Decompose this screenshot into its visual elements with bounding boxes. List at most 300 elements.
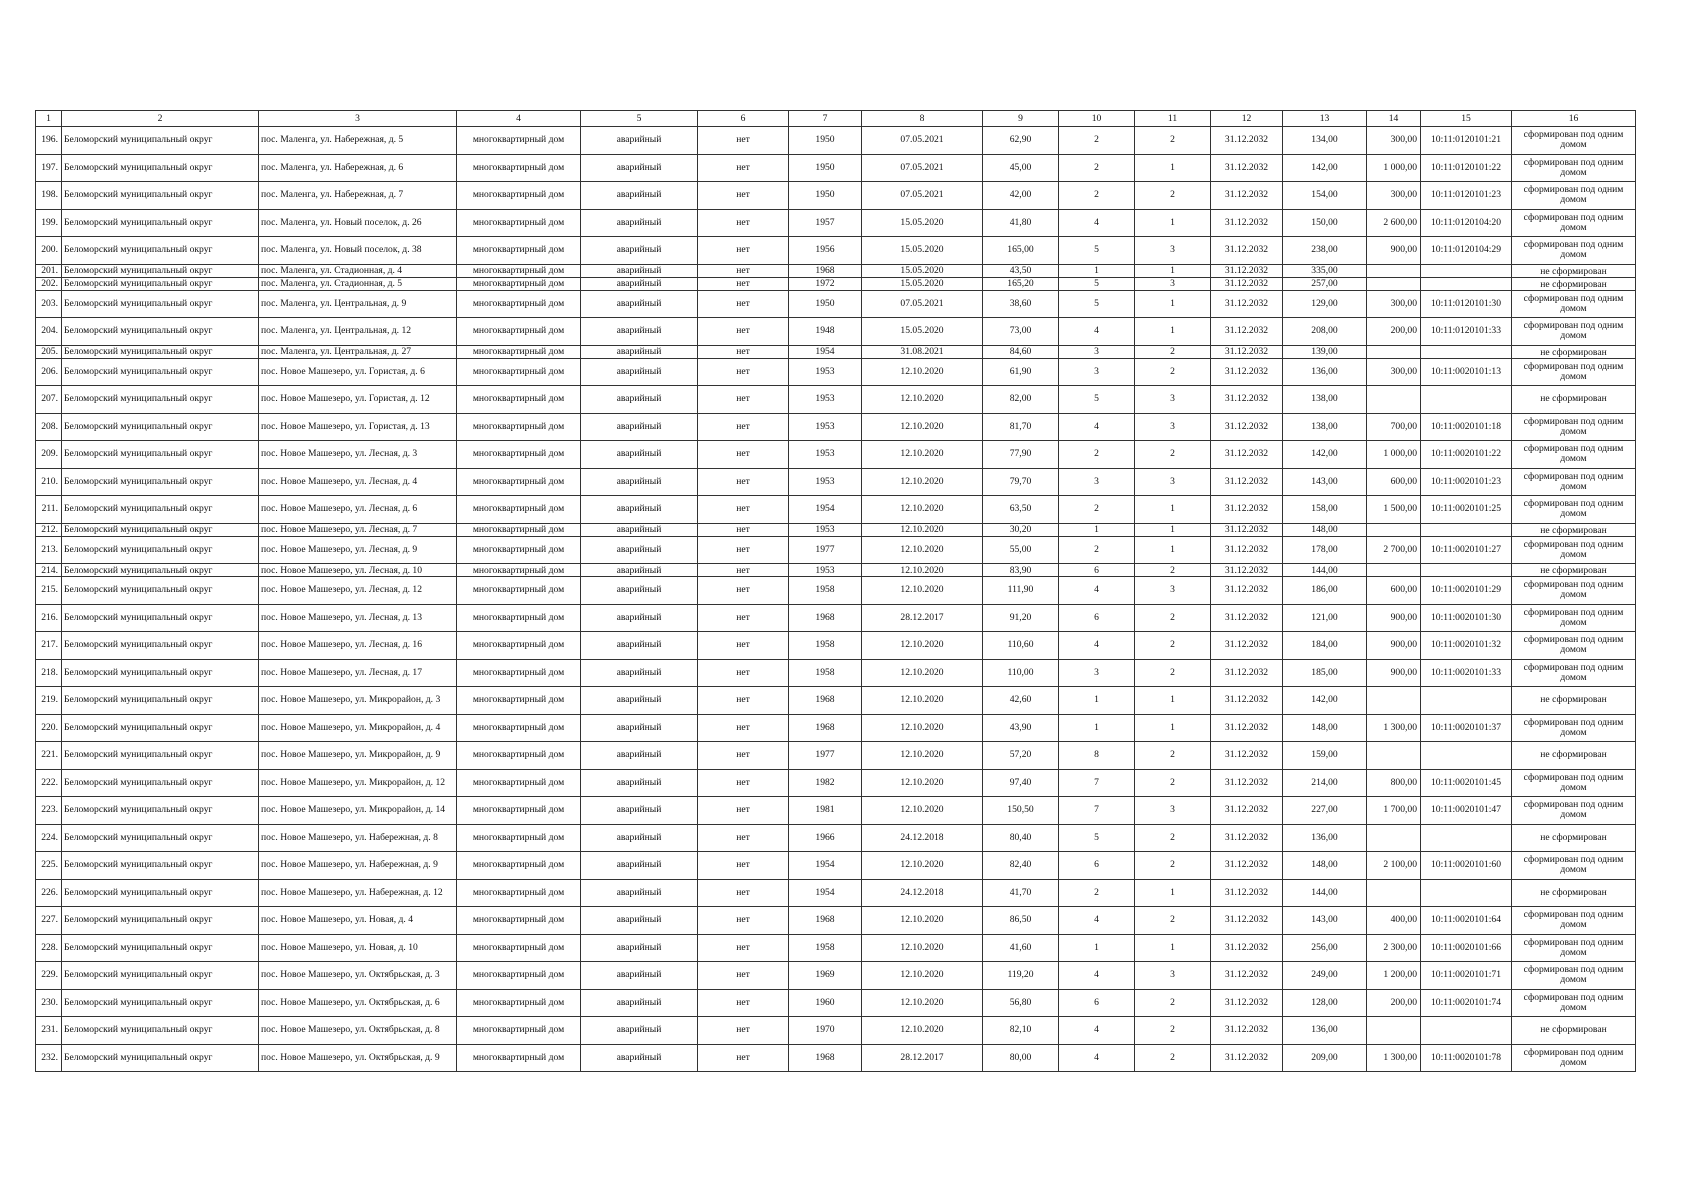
resettlement-deadline-cell: 31.12.2032 <box>1211 687 1283 715</box>
municipality-cell: Беломорский муниципальный округ <box>62 277 259 290</box>
demolition-flag-cell: нет <box>698 237 789 265</box>
land-plot-status-cell: сформирован под одним домом <box>1512 797 1636 825</box>
demolition-flag-cell: нет <box>698 182 789 210</box>
apartments-cell: 2 <box>1135 769 1211 797</box>
year-built-cell: 1950 <box>789 182 862 210</box>
land-plot-status-cell: не сформирован <box>1512 1017 1636 1045</box>
land-plot-status-cell: не сформирован <box>1512 386 1636 414</box>
condition-cell: аварийный <box>581 237 698 265</box>
address-cell: пос. Маленга, ул. Набережная, д. 6 <box>259 154 457 182</box>
cost-cell: 186,00 <box>1283 577 1367 605</box>
area-cell: 83,90 <box>983 564 1059 577</box>
resettlement-deadline-cell: 31.12.2032 <box>1211 852 1283 880</box>
demolition-flag-cell: нет <box>698 523 789 536</box>
year-built-cell: 1958 <box>789 577 862 605</box>
land-area-cell: 1 300,00 <box>1367 1044 1421 1072</box>
municipality-cell: Беломорский муниципальный округ <box>62 824 259 852</box>
building-type-cell: многоквартирный дом <box>457 209 581 237</box>
land-plot-status-cell: сформирован под одним домом <box>1512 989 1636 1017</box>
municipality-cell: Беломорский муниципальный округ <box>62 290 259 318</box>
municipality-cell: Беломорский муниципальный округ <box>62 536 259 564</box>
demolition-flag-cell: нет <box>698 797 789 825</box>
building-type-cell: многоквартирный дом <box>457 962 581 990</box>
row-number-cell: 216. <box>36 604 62 632</box>
table-row <box>36 182 1636 210</box>
demolition-flag-cell: нет <box>698 264 789 277</box>
residents-cell: 6 <box>1059 604 1135 632</box>
resettlement-deadline-cell: 31.12.2032 <box>1211 907 1283 935</box>
building-type-cell: многоквартирный дом <box>457 797 581 825</box>
cadastral-number-cell <box>1421 264 1512 277</box>
building-type-cell: многоквартирный дом <box>457 907 581 935</box>
apartments-cell: 3 <box>1135 962 1211 990</box>
table-row <box>36 523 1636 536</box>
cadastral-number-cell: 10:11:0020101:27 <box>1421 536 1512 564</box>
demolition-flag-cell: нет <box>698 1044 789 1072</box>
demolition-flag-cell: нет <box>698 989 789 1017</box>
land-area-cell <box>1367 264 1421 277</box>
building-type-cell: многоквартирный дом <box>457 1017 581 1045</box>
year-built-cell: 1968 <box>789 714 862 742</box>
municipality-cell: Беломорский муниципальный округ <box>62 358 259 386</box>
condition-cell: аварийный <box>581 358 698 386</box>
area-cell: 61,90 <box>983 358 1059 386</box>
resettlement-deadline-cell: 31.12.2032 <box>1211 1017 1283 1045</box>
row-number-cell: 219. <box>36 687 62 715</box>
apartments-cell: 3 <box>1135 237 1211 265</box>
cost-cell: 144,00 <box>1283 879 1367 907</box>
municipality-cell: Беломорский муниципальный округ <box>62 209 259 237</box>
land-plot-status-cell: сформирован под одним домом <box>1512 714 1636 742</box>
residents-cell: 4 <box>1059 1017 1135 1045</box>
table-row <box>36 632 1636 660</box>
address-cell: пос. Новое Машезеро, ул. Лесная, д. 13 <box>259 604 457 632</box>
cadastral-number-cell <box>1421 564 1512 577</box>
resettlement-deadline-cell: 31.12.2032 <box>1211 604 1283 632</box>
land-plot-status-cell: не сформирован <box>1512 564 1636 577</box>
table-row <box>36 536 1636 564</box>
row-number-cell: 202. <box>36 277 62 290</box>
table-row <box>36 209 1636 237</box>
cadastral-number-cell: 10:11:0020101:60 <box>1421 852 1512 880</box>
table-row <box>36 386 1636 414</box>
cost-cell: 238,00 <box>1283 237 1367 265</box>
address-cell: пос. Новое Машезеро, ул. Микрорайон, д. 3 <box>259 687 457 715</box>
municipality-cell: Беломорский муниципальный округ <box>62 907 259 935</box>
municipality-cell: Беломорский муниципальный округ <box>62 659 259 687</box>
apartments-cell: 2 <box>1135 1017 1211 1045</box>
resettlement-deadline-cell: 31.12.2032 <box>1211 742 1283 770</box>
cost-cell: 154,00 <box>1283 182 1367 210</box>
address-cell: пос. Новое Машезеро, ул. Лесная, д. 12 <box>259 577 457 605</box>
residents-cell: 2 <box>1059 879 1135 907</box>
municipality-cell: Беломорский муниципальный округ <box>62 182 259 210</box>
municipality-cell: Беломорский муниципальный округ <box>62 714 259 742</box>
municipality-cell: Беломорский муниципальный округ <box>62 523 259 536</box>
building-type-cell: многоквартирный дом <box>457 386 581 414</box>
apartments-cell: 2 <box>1135 824 1211 852</box>
land-area-cell: 300,00 <box>1367 182 1421 210</box>
year-built-cell: 1968 <box>789 687 862 715</box>
row-number-cell: 204. <box>36 318 62 346</box>
area-cell: 45,00 <box>983 154 1059 182</box>
residents-cell: 1 <box>1059 523 1135 536</box>
table-row <box>36 413 1636 441</box>
area-cell: 79,70 <box>983 468 1059 496</box>
recognition-date-cell: 15.05.2020 <box>862 237 983 265</box>
recognition-date-cell: 12.10.2020 <box>862 852 983 880</box>
year-built-cell: 1958 <box>789 659 862 687</box>
address-cell: пос. Маленга, ул. Стадионная, д. 4 <box>259 264 457 277</box>
demolition-flag-cell: нет <box>698 127 789 155</box>
table-row <box>36 127 1636 155</box>
demolition-flag-cell: нет <box>698 386 789 414</box>
recognition-date-cell: 12.10.2020 <box>862 687 983 715</box>
apartments-cell: 1 <box>1135 318 1211 346</box>
year-built-cell: 1953 <box>789 468 862 496</box>
residents-cell: 2 <box>1059 536 1135 564</box>
recognition-date-cell: 12.10.2020 <box>862 496 983 524</box>
land-plot-status-cell: не сформирован <box>1512 264 1636 277</box>
cadastral-number-cell: 10:11:0020101:32 <box>1421 632 1512 660</box>
cadastral-number-cell: 10:11:0020101:64 <box>1421 907 1512 935</box>
cost-cell: 185,00 <box>1283 659 1367 687</box>
column-header: 4 <box>457 111 581 127</box>
building-type-cell: многоквартирный дом <box>457 879 581 907</box>
area-cell: 82,10 <box>983 1017 1059 1045</box>
column-header: 14 <box>1367 111 1421 127</box>
apartments-cell: 3 <box>1135 413 1211 441</box>
cost-cell: 138,00 <box>1283 386 1367 414</box>
area-cell: 55,00 <box>983 536 1059 564</box>
table-row <box>36 290 1636 318</box>
resettlement-deadline-cell: 31.12.2032 <box>1211 824 1283 852</box>
land-area-cell: 900,00 <box>1367 604 1421 632</box>
cost-cell: 142,00 <box>1283 687 1367 715</box>
land-plot-status-cell: сформирован под одним домом <box>1512 413 1636 441</box>
cadastral-number-cell: 10:11:0020101:29 <box>1421 577 1512 605</box>
cost-cell: 136,00 <box>1283 1017 1367 1045</box>
area-cell: 150,50 <box>983 797 1059 825</box>
table-row <box>36 989 1636 1017</box>
land-area-cell: 900,00 <box>1367 659 1421 687</box>
land-area-cell <box>1367 1017 1421 1045</box>
recognition-date-cell: 07.05.2021 <box>862 182 983 210</box>
land-area-cell: 600,00 <box>1367 468 1421 496</box>
land-plot-status-cell: сформирован под одним домом <box>1512 852 1636 880</box>
column-header: 6 <box>698 111 789 127</box>
resettlement-deadline-cell: 31.12.2032 <box>1211 441 1283 469</box>
building-type-cell: многоквартирный дом <box>457 345 581 358</box>
cost-cell: 142,00 <box>1283 154 1367 182</box>
address-cell: пос. Новое Машезеро, ул. Набережная, д. 8 <box>259 824 457 852</box>
area-cell: 38,60 <box>983 290 1059 318</box>
land-area-cell: 2 300,00 <box>1367 934 1421 962</box>
condition-cell: аварийный <box>581 264 698 277</box>
cost-cell: 178,00 <box>1283 536 1367 564</box>
condition-cell: аварийный <box>581 1044 698 1072</box>
recognition-date-cell: 07.05.2021 <box>862 154 983 182</box>
area-cell: 81,70 <box>983 413 1059 441</box>
area-cell: 62,90 <box>983 127 1059 155</box>
residents-cell: 5 <box>1059 824 1135 852</box>
area-cell: 82,00 <box>983 386 1059 414</box>
building-type-cell: многоквартирный дом <box>457 687 581 715</box>
municipality-cell: Беломорский муниципальный округ <box>62 264 259 277</box>
land-plot-status-cell: не сформирован <box>1512 742 1636 770</box>
land-area-cell: 2 600,00 <box>1367 209 1421 237</box>
condition-cell: аварийный <box>581 318 698 346</box>
building-type-cell: многоквартирный дом <box>457 441 581 469</box>
residents-cell: 2 <box>1059 182 1135 210</box>
condition-cell: аварийный <box>581 496 698 524</box>
address-cell: пос. Новое Машезеро, ул. Лесная, д. 7 <box>259 523 457 536</box>
apartments-cell: 2 <box>1135 564 1211 577</box>
row-number-cell: 203. <box>36 290 62 318</box>
apartments-cell: 2 <box>1135 182 1211 210</box>
land-plot-status-cell: не сформирован <box>1512 824 1636 852</box>
land-plot-status-cell: не сформирован <box>1512 879 1636 907</box>
condition-cell: аварийный <box>581 769 698 797</box>
address-cell: пос. Новое Машезеро, ул. Октябрьская, д. 9 <box>259 1044 457 1072</box>
resettlement-deadline-cell: 31.12.2032 <box>1211 386 1283 414</box>
apartments-cell: 1 <box>1135 879 1211 907</box>
apartments-cell: 1 <box>1135 536 1211 564</box>
cadastral-number-cell <box>1421 386 1512 414</box>
land-area-cell: 2 100,00 <box>1367 852 1421 880</box>
land-area-cell <box>1367 277 1421 290</box>
apartments-cell: 2 <box>1135 907 1211 935</box>
land-plot-status-cell: сформирован под одним домом <box>1512 358 1636 386</box>
recognition-date-cell: 07.05.2021 <box>862 290 983 318</box>
demolition-flag-cell: нет <box>698 209 789 237</box>
cadastral-number-cell <box>1421 687 1512 715</box>
demolition-flag-cell: нет <box>698 934 789 962</box>
residents-cell: 2 <box>1059 496 1135 524</box>
cost-cell: 143,00 <box>1283 907 1367 935</box>
land-plot-status-cell: сформирован под одним домом <box>1512 536 1636 564</box>
resettlement-deadline-cell: 31.12.2032 <box>1211 1044 1283 1072</box>
address-cell: пос. Новое Машезеро, ул. Лесная, д. 4 <box>259 468 457 496</box>
condition-cell: аварийный <box>581 934 698 962</box>
demolition-flag-cell: нет <box>698 907 789 935</box>
condition-cell: аварийный <box>581 907 698 935</box>
apartments-cell: 2 <box>1135 659 1211 687</box>
table-row <box>36 604 1636 632</box>
building-type-cell: многоквартирный дом <box>457 290 581 318</box>
land-plot-status-cell: сформирован под одним домом <box>1512 907 1636 935</box>
cadastral-number-cell: 10:11:0020101:25 <box>1421 496 1512 524</box>
area-cell: 30,20 <box>983 523 1059 536</box>
table-row <box>36 934 1636 962</box>
residents-cell: 3 <box>1059 659 1135 687</box>
condition-cell: аварийный <box>581 564 698 577</box>
cost-cell: 227,00 <box>1283 797 1367 825</box>
address-cell: пос. Новое Машезеро, ул. Микрорайон, д. 9 <box>259 742 457 770</box>
cadastral-number-cell: 10:11:0020101:22 <box>1421 441 1512 469</box>
demolition-flag-cell: нет <box>698 536 789 564</box>
land-area-cell: 1 000,00 <box>1367 154 1421 182</box>
cadastral-number-cell: 10:11:0020101:78 <box>1421 1044 1512 1072</box>
cost-cell: 144,00 <box>1283 564 1367 577</box>
year-built-cell: 1950 <box>789 127 862 155</box>
residents-cell: 4 <box>1059 318 1135 346</box>
cadastral-number-cell: 10:11:0120101:22 <box>1421 154 1512 182</box>
demolition-flag-cell: нет <box>698 714 789 742</box>
building-type-cell: многоквартирный дом <box>457 523 581 536</box>
resettlement-deadline-cell: 31.12.2032 <box>1211 879 1283 907</box>
year-built-cell: 1972 <box>789 277 862 290</box>
area-cell: 80,00 <box>983 1044 1059 1072</box>
demolition-flag-cell: нет <box>698 852 789 880</box>
building-type-cell: многоквартирный дом <box>457 742 581 770</box>
cost-cell: 148,00 <box>1283 714 1367 742</box>
building-type-cell: многоквартирный дом <box>457 237 581 265</box>
area-cell: 42,00 <box>983 182 1059 210</box>
row-number-cell: 232. <box>36 1044 62 1072</box>
land-plot-status-cell: сформирован под одним домом <box>1512 496 1636 524</box>
cadastral-number-cell <box>1421 277 1512 290</box>
apartments-cell: 3 <box>1135 577 1211 605</box>
address-cell: пос. Новое Машезеро, ул. Новая, д. 10 <box>259 934 457 962</box>
year-built-cell: 1969 <box>789 962 862 990</box>
resettlement-deadline-cell: 31.12.2032 <box>1211 989 1283 1017</box>
apartments-cell: 2 <box>1135 989 1211 1017</box>
cadastral-number-cell: 10:11:0120101:30 <box>1421 290 1512 318</box>
resettlement-deadline-cell: 31.12.2032 <box>1211 358 1283 386</box>
residents-cell: 7 <box>1059 769 1135 797</box>
cost-cell: 208,00 <box>1283 318 1367 346</box>
building-type-cell: многоквартирный дом <box>457 989 581 1017</box>
table-row <box>36 577 1636 605</box>
recognition-date-cell: 12.10.2020 <box>862 962 983 990</box>
recognition-date-cell: 28.12.2017 <box>862 1044 983 1072</box>
address-cell: пос. Новое Машезеро, ул. Лесная, д. 16 <box>259 632 457 660</box>
land-area-cell <box>1367 687 1421 715</box>
resettlement-deadline-cell: 31.12.2032 <box>1211 237 1283 265</box>
building-type-cell: многоквартирный дом <box>457 536 581 564</box>
cadastral-number-cell <box>1421 742 1512 770</box>
year-built-cell: 1981 <box>789 797 862 825</box>
apartments-cell: 3 <box>1135 797 1211 825</box>
area-cell: 86,50 <box>983 907 1059 935</box>
row-number-cell: 196. <box>36 127 62 155</box>
year-built-cell: 1954 <box>789 345 862 358</box>
residents-cell: 1 <box>1059 934 1135 962</box>
row-number-cell: 205. <box>36 345 62 358</box>
municipality-cell: Беломорский муниципальный округ <box>62 441 259 469</box>
residents-cell: 4 <box>1059 577 1135 605</box>
land-plot-status-cell: сформирован под одним домом <box>1512 154 1636 182</box>
area-cell: 119,20 <box>983 962 1059 990</box>
cost-cell: 148,00 <box>1283 852 1367 880</box>
resettlement-deadline-cell: 31.12.2032 <box>1211 413 1283 441</box>
residents-cell: 3 <box>1059 358 1135 386</box>
recognition-date-cell: 12.10.2020 <box>862 386 983 414</box>
table-row <box>36 879 1636 907</box>
residents-cell: 2 <box>1059 441 1135 469</box>
row-number-cell: 209. <box>36 441 62 469</box>
residents-cell: 5 <box>1059 386 1135 414</box>
condition-cell: аварийный <box>581 1017 698 1045</box>
building-type-cell: многоквартирный дом <box>457 264 581 277</box>
apartments-cell: 1 <box>1135 264 1211 277</box>
condition-cell: аварийный <box>581 659 698 687</box>
condition-cell: аварийный <box>581 852 698 880</box>
resettlement-deadline-cell: 31.12.2032 <box>1211 154 1283 182</box>
municipality-cell: Беломорский муниципальный округ <box>62 742 259 770</box>
address-cell: пос. Маленга, ул. Новый поселок, д. 26 <box>259 209 457 237</box>
cadastral-number-cell <box>1421 523 1512 536</box>
area-cell: 165,00 <box>983 237 1059 265</box>
row-number-cell: 201. <box>36 264 62 277</box>
cost-cell: 134,00 <box>1283 127 1367 155</box>
cost-cell: 249,00 <box>1283 962 1367 990</box>
building-type-cell: многоквартирный дом <box>457 769 581 797</box>
apartments-cell: 2 <box>1135 441 1211 469</box>
municipality-cell: Беломорский муниципальный округ <box>62 345 259 358</box>
year-built-cell: 1977 <box>789 536 862 564</box>
land-area-cell <box>1367 824 1421 852</box>
cost-cell: 136,00 <box>1283 824 1367 852</box>
year-built-cell: 1968 <box>789 604 862 632</box>
column-header: 3 <box>259 111 457 127</box>
table-row <box>36 742 1636 770</box>
land-area-cell: 900,00 <box>1367 632 1421 660</box>
building-type-cell: многоквартирный дом <box>457 154 581 182</box>
table-row <box>36 852 1636 880</box>
cadastral-number-cell: 10:11:0020101:13 <box>1421 358 1512 386</box>
residents-cell: 5 <box>1059 290 1135 318</box>
apartments-cell: 2 <box>1135 742 1211 770</box>
residents-cell: 6 <box>1059 564 1135 577</box>
building-type-cell: многоквартирный дом <box>457 413 581 441</box>
demolition-flag-cell: нет <box>698 962 789 990</box>
condition-cell: аварийный <box>581 962 698 990</box>
recognition-date-cell: 12.10.2020 <box>862 441 983 469</box>
recognition-date-cell: 12.10.2020 <box>862 714 983 742</box>
building-type-cell: многоквартирный дом <box>457 632 581 660</box>
row-number-cell: 213. <box>36 536 62 564</box>
condition-cell: аварийный <box>581 797 698 825</box>
demolition-flag-cell: нет <box>698 345 789 358</box>
row-number-cell: 207. <box>36 386 62 414</box>
condition-cell: аварийный <box>581 577 698 605</box>
land-plot-status-cell: сформирован под одним домом <box>1512 769 1636 797</box>
table-row <box>36 714 1636 742</box>
residents-cell: 2 <box>1059 127 1135 155</box>
table-row <box>36 1044 1636 1072</box>
table-row <box>36 154 1636 182</box>
area-cell: 80,40 <box>983 824 1059 852</box>
address-cell: пос. Новое Машезеро, ул. Лесная, д. 9 <box>259 536 457 564</box>
table-row <box>36 496 1636 524</box>
apartments-cell: 2 <box>1135 127 1211 155</box>
area-cell: 42,60 <box>983 687 1059 715</box>
condition-cell: аварийный <box>581 523 698 536</box>
resettlement-deadline-cell: 31.12.2032 <box>1211 209 1283 237</box>
area-cell: 110,00 <box>983 659 1059 687</box>
land-plot-status-cell: сформирован под одним домом <box>1512 290 1636 318</box>
recognition-date-cell: 15.05.2020 <box>862 264 983 277</box>
resettlement-deadline-cell: 31.12.2032 <box>1211 182 1283 210</box>
resettlement-deadline-cell: 31.12.2032 <box>1211 468 1283 496</box>
land-area-cell <box>1367 386 1421 414</box>
building-type-cell: многоквартирный дом <box>457 127 581 155</box>
row-number-cell: 224. <box>36 824 62 852</box>
building-type-cell: многоквартирный дом <box>457 604 581 632</box>
recognition-date-cell: 28.12.2017 <box>862 604 983 632</box>
